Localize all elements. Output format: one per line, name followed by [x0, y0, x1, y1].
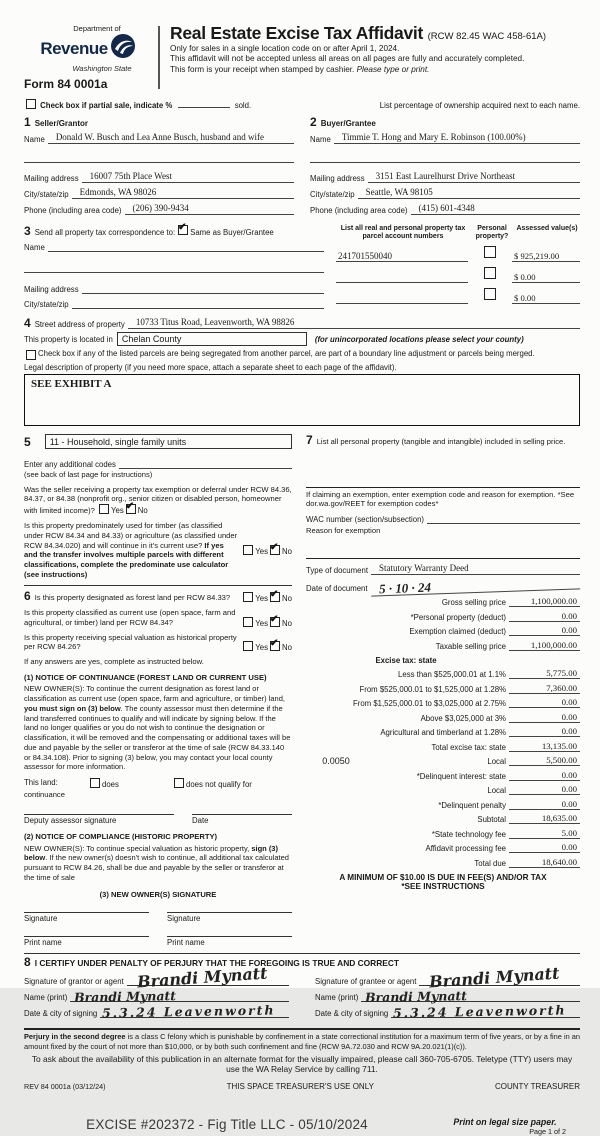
new-owner-signature-field-2[interactable]: Signature	[167, 912, 292, 923]
section-seller	[24, 116, 294, 215]
assessed-value-header: Assessed value(s)	[516, 225, 578, 232]
assessed-value-field[interactable]: $ 0.00	[512, 272, 580, 283]
subtotal-label: Subtotal	[477, 815, 506, 825]
corr-city-label: City/state/zip	[24, 300, 69, 309]
parcel-numbers-header: List all real and personal property tax parcel account numbers	[340, 225, 466, 241]
s5-question-2: Is this property predominately used for timber (as classified under RCW 84.34 and 84.33) or agriculture (as classified under RCW 84.34.020) and will continue in it's current use? If yes and the transfer involves multiple parcels with different classifications, complete the predominate use calculator (see instructions) Yes ✔ No	[24, 521, 292, 579]
total-excise-state-label: Total excise tax: state	[431, 742, 506, 752]
grantee-name-handwriting: Brandi Mynatt	[365, 988, 468, 1006]
header-note-3: This form is your receipt when stamped by cashier. Please type or print.	[170, 64, 430, 74]
tier3-value[interactable]: 0.00	[509, 697, 580, 708]
deputy-assessor-signature-field[interactable]: Deputy assessor signature	[24, 814, 174, 825]
buyer-name-field[interactable]: Timmie T. Hong and Mary E. Robinson (100.00%)	[334, 132, 580, 144]
tier3-label: From $1,525,000.01 to $3,025,000 at 2.75%	[352, 699, 506, 709]
notice-2-body: NEW OWNER(S): To continue special valuation as historic property, sign (3) below. If the new owner(s) doesn't wish to continue, all additional tax calculated pursuant to RCW 84.26, shall be due and payable by the seller or transferor at the time of sale	[24, 843, 289, 882]
state-technology-fee-value[interactable]: 5.00	[509, 828, 580, 839]
continuance-label: continuance	[24, 790, 65, 800]
form-header	[24, 24, 580, 91]
s5-question-1: Was the seller receiving a property tax exemption or deferral under RCW 84.36, 84.37, or 84.38 (nonprofit org., senior citizen or disabled person, homeowner with limited income)? Yes ✔ No	[24, 485, 292, 516]
form-title-rcw: (RCW 82.45 WAC 458-61A)	[427, 31, 547, 42]
additional-codes-field[interactable]	[119, 458, 292, 469]
grantee-signature-handwriting: Brandi Mynatt	[428, 963, 561, 992]
seller-title: Seller/Grantor	[34, 119, 89, 128]
right-column	[306, 434, 580, 947]
seller-phone-field[interactable]: (206) 390-9434	[125, 203, 294, 215]
header-note-1: Only for sales in a single location code on or after April 1, 2024.	[170, 43, 400, 53]
seller-name-field-2[interactable]	[24, 152, 294, 163]
grantor-name-handwriting: Brandi Mynatt	[74, 988, 177, 1006]
s6-question-3: Is this property receiving special valuation as historical property per RCW 84.26? Yes ✔ No	[24, 633, 292, 652]
land-does-not-checkbox[interactable]	[174, 778, 184, 788]
form-number: Form 84 0001a	[24, 77, 108, 91]
land-qualify-row: This land: does does not qualify for	[24, 778, 252, 790]
new-owner-print-name-field-2[interactable]: Print name	[167, 936, 292, 947]
total-due-value[interactable]: 18,640.00	[509, 857, 580, 868]
buyer-name-label: Name	[310, 135, 331, 144]
personal-property-deduct-label: *Personal property (deduct)	[410, 612, 506, 622]
state-technology-fee-label: *State technology fee	[431, 829, 506, 839]
corr-city-field[interactable]	[72, 298, 324, 309]
local-label: Local	[487, 757, 506, 767]
county-treasurer-label: COUNTY TREASURER	[494, 1082, 580, 1092]
gross-selling-price-label: Gross selling price	[441, 598, 506, 608]
corr-name-field[interactable]	[48, 241, 324, 252]
assessed-value-field[interactable]: $ 925,219.00	[512, 251, 580, 262]
legal-description-label: Legal description of property (if you need more space, attach a separate sheet to each page of the affidavit).	[24, 363, 397, 372]
section-4-number: 4	[24, 316, 31, 330]
total-excise-state-value[interactable]: 13,135.00	[509, 741, 580, 752]
delinquent-penalty-label: *Delinquent penalty	[438, 800, 506, 810]
section-certification	[24, 953, 580, 1021]
notice-1-title: (1) NOTICE OF CONTINUANCE (FOREST LAND OR CURRENT USE)	[24, 672, 267, 682]
left-column	[24, 434, 292, 947]
exemption-claimed-value[interactable]: 0.00	[509, 625, 580, 636]
notice-2-title: (2) NOTICE OF COMPLIANCE (HISTORIC PROPERTY)	[24, 831, 218, 841]
delinquent-penalty-value[interactable]: 0.00	[509, 799, 580, 810]
s5-q1-no-checkbox[interactable]	[126, 504, 136, 514]
rev-number: REV 84 0001a (03/12/24)	[24, 1082, 106, 1092]
parcel-number-field[interactable]	[336, 272, 468, 283]
land-use-code-select[interactable]: 11 - Household, single family units	[45, 434, 292, 449]
s6-q3-yes-checkbox[interactable]	[243, 641, 253, 651]
located-in-note: (for unincorporated locations please select your county)	[314, 334, 524, 344]
excise-tax-state-header: Excise tax: state	[375, 655, 437, 665]
tier4-value[interactable]: 0.00	[509, 712, 580, 723]
corr-mailing-field[interactable]	[82, 283, 324, 294]
partial-sale-percent-field[interactable]	[178, 107, 230, 108]
dept-of-label: Department of	[73, 24, 121, 33]
segregated-label: Check box if any of the listed parcels are being segregated from another parcel, are part of a boundary line adjustment or parcels being merged.	[38, 349, 535, 358]
s6-q1-no-checkbox[interactable]	[270, 592, 280, 602]
accessibility-notice: To ask about the availability of this publication in an alternate format for the visually impaired, please call 360-705-6705. Teletype (TTY) users may use the WA Relay Service by calling 711.	[31, 1053, 573, 1074]
form-title: Real Estate Excise Tax Affidavit (RCW 82.45 WAC 458-61A)	[170, 23, 547, 43]
buyer-city-field[interactable]: Seattle, WA 98105	[358, 187, 580, 199]
affidavit-processing-fee-label: Affidavit processing fee	[425, 844, 506, 854]
grantor-name-print-field[interactable]	[70, 988, 289, 1006]
treasurer-space-label: THIS SPACE TREASURER'S USE ONLY	[226, 1082, 374, 1092]
grantor-date-city-label: Date & city of signing	[24, 1009, 98, 1019]
dor-logo-icon	[110, 33, 136, 64]
personal-property-deduct-value[interactable]: 0.00	[509, 611, 580, 622]
grantor-signature-field[interactable]	[127, 963, 289, 992]
dor-logo-block	[24, 24, 152, 91]
delinquent-interest-local-label: Local	[487, 786, 506, 796]
delinquent-interest-state-label: *Delinquent interest: state	[416, 771, 506, 781]
parcel-number-field[interactable]	[336, 293, 468, 304]
subtotal-value[interactable]: 18,635.00	[509, 813, 580, 824]
new-owner-print-name-field-1[interactable]: Print name	[24, 936, 149, 947]
corr-mailing-label: Mailing address	[24, 285, 79, 294]
buyer-mailing-label: Mailing address	[310, 174, 365, 183]
street-address-field[interactable]: 10733 Titus Road, Leavenworth, WA 98826	[128, 317, 580, 329]
tier1-label: Less than $525,000.01 at 1.1%	[398, 670, 506, 680]
seller-city-label: City/state/zip	[24, 190, 69, 199]
s6-q1-yes-checkbox[interactable]	[243, 592, 253, 602]
total-due-label: Total due	[474, 858, 506, 868]
this-land-label: This land:	[24, 778, 58, 788]
new-owner-signature-field-1[interactable]: Signature	[24, 912, 149, 923]
parcel-row	[336, 286, 580, 304]
grantee-name-print-label: Name (print)	[315, 993, 359, 1003]
grantee-name-print-field[interactable]	[361, 988, 580, 1006]
s5-q1-yes-checkbox[interactable]	[99, 504, 109, 514]
s6-q2-no-checkbox[interactable]	[270, 617, 280, 627]
personal-property-checkbox-1[interactable]	[484, 246, 496, 258]
corr-name-field-2[interactable]	[24, 262, 324, 273]
tier4-label: Above $3,025,000 at 3%	[420, 713, 506, 723]
buyer-mailing-field[interactable]: 3151 East Laurelhurst Drive Northeast	[368, 171, 580, 183]
grantor-date-city-handwriting: 5.3.24 Leavenworth	[102, 1002, 276, 1021]
same-as-buyer-checkbox[interactable]	[178, 225, 188, 235]
s6-question-1: 6 Is this property designated as forest land per RCW 84.33? Yes ✔ No	[24, 590, 292, 603]
section-6-divider	[24, 585, 292, 586]
section-7-number: 7	[306, 433, 313, 447]
additional-codes-note: (see back of last page for instructions)	[24, 470, 153, 479]
seller-city-field[interactable]: Edmonds, WA 98026	[72, 187, 294, 199]
grantee-date-city-handwriting: 5.3.24 Leavenworth	[393, 1002, 567, 1021]
certify-statement: I CERTIFY UNDER PENALTY OF PERJURY THAT THE FOREGOING IS TRUE AND CORRECT	[34, 958, 400, 969]
parcel-row	[336, 244, 580, 262]
seller-mailing-field[interactable]: 16007 75th Place West	[82, 171, 294, 183]
s6-q3-no-checkbox[interactable]	[270, 641, 280, 651]
taxable-selling-price-label: Taxable selling price	[435, 641, 506, 651]
section-property	[24, 317, 580, 426]
grantee-signature-label: Signature of grantee or agent	[315, 977, 417, 987]
s5-q2-yes-checkbox[interactable]	[243, 545, 253, 555]
land-does-checkbox[interactable]	[90, 778, 100, 788]
type-of-document-field[interactable]: Statutory Warranty Deed	[371, 563, 580, 575]
header-note-2: This affidavit will not be accepted unless all areas on all pages are fully and accurately completed.	[170, 54, 525, 64]
delinquent-interest-state-value[interactable]: 0.00	[509, 770, 580, 781]
exemption-claimed-label: Exemption claimed (deduct)	[409, 627, 506, 637]
personal-property-checkbox-3[interactable]	[484, 288, 496, 300]
document-divider	[306, 558, 580, 559]
buyer-phone-label: Phone (including area code)	[310, 206, 408, 215]
agricultural-label: Agricultural and timberland at 1.28%	[380, 728, 506, 738]
personal-property-checkbox-2[interactable]	[484, 267, 496, 279]
section-6-number: 6	[24, 589, 31, 604]
legal-description-field[interactable]: SEE EXHIBIT A	[24, 374, 580, 426]
wac-number-label: WAC number (section/subsection)	[306, 515, 425, 525]
grantee-signature-field[interactable]	[419, 963, 580, 992]
county-select[interactable]: Chelan County	[117, 332, 307, 346]
section-buyer	[310, 116, 580, 215]
deputy-date-field[interactable]: Date	[192, 814, 292, 825]
buyer-phone-field[interactable]: (415) 601-4348	[411, 203, 580, 215]
local-rate-value: 0.0050	[322, 756, 350, 767]
minimum-fee-note: A MINIMUM OF $10.00 IS DUE IN FEE(S) AND/OR TAX	[339, 872, 547, 882]
section-1-number: 1	[24, 115, 31, 129]
taxable-selling-price-value[interactable]: 1,100,000.00	[509, 640, 580, 651]
located-in-label: This property is located in	[24, 334, 113, 344]
tier2-value[interactable]: 7,360.00	[509, 683, 580, 694]
date-of-document-field[interactable]: 5 · 10 · 24	[370, 575, 580, 596]
buyer-city-label: City/state/zip	[310, 190, 355, 199]
buyer-name-field-2[interactable]	[310, 152, 580, 163]
gross-selling-price-value[interactable]: 1,100,000.00	[509, 596, 580, 607]
partial-sale-label: Check box if partial sale, indicate %	[40, 101, 173, 110]
assessed-value-field[interactable]: $ 0.00	[512, 293, 580, 304]
segregated-checkbox[interactable]	[26, 350, 36, 360]
buyer-title: Buyer/Grantee	[320, 119, 376, 128]
exemption-divider	[306, 487, 580, 488]
date-of-document-label: Date of document	[306, 583, 368, 593]
tier1-value[interactable]: 5,775.00	[509, 668, 580, 679]
seller-mailing-label: Mailing address	[24, 174, 79, 183]
partial-sale-sold-label: sold.	[234, 101, 252, 110]
seller-name-field[interactable]: Donald W. Busch and Lea Anne Busch, husband and wife	[48, 132, 294, 144]
seller-phone-label: Phone (including area code)	[24, 206, 122, 215]
delinquent-interest-local-value[interactable]: 0.00	[509, 784, 580, 795]
corr-name-label: Name	[24, 243, 45, 252]
s6-question-2: Is this property classified as current use (open space, farm and agricultural, or timber) land per RCW 84.34? Yes ✔ No	[24, 608, 292, 627]
revenue-wordmark: Revenue	[40, 38, 108, 58]
section-tax-correspondence	[24, 225, 324, 309]
exemption-note: If claiming an exemption, enter exemption code and reason for exemption. *See dor.wa.gov/REET for exemption codes*	[306, 489, 575, 509]
grantor-signature-handwriting: Brandi Mynatt	[136, 963, 268, 992]
seller-name-label: Name	[24, 135, 45, 144]
s6-note: If any answers are yes, complete as instructed below.	[24, 657, 204, 667]
see-instructions-note: *SEE INSTRUCTIONS	[401, 881, 485, 891]
street-address-label: Street address of property	[34, 320, 125, 329]
excise-stamp: EXCISE #202372 - Fig Title LLC - 05/10/2024	[86, 1117, 368, 1133]
tier2-label: From $525,000.01 to $1,525,000 at 1.28%	[359, 684, 506, 694]
print-note: Print on legal size paper.	[453, 1117, 557, 1128]
washington-state-label: Washington State	[72, 64, 132, 73]
section-3-number: 3	[24, 224, 31, 238]
s7-label: 7 List all personal property (tangible and intangible) included in selling price.	[306, 433, 566, 447]
parcel-number-field[interactable]: 241701550040	[336, 251, 468, 262]
partial-sale-row	[24, 99, 251, 110]
reason-for-exemption-label: Reason for exemption	[306, 526, 381, 536]
agricultural-value[interactable]: 0.00	[509, 726, 580, 737]
grantee-date-city-field[interactable]	[391, 1002, 580, 1021]
correspondence-label: Send all property tax correspondence to:	[34, 228, 176, 237]
grantor-date-city-field[interactable]	[100, 1002, 289, 1021]
grantee-date-city-label: Date & city of signing	[315, 1009, 389, 1019]
affidavit-processing-fee-value[interactable]: 0.00	[509, 842, 580, 853]
notice-3-title: (3) NEW OWNER(S) SIGNATURE	[99, 889, 217, 899]
perjury-notice: Perjury in the second degree is a class C felony which is punishable by confinement in a state correctional institution for a maximum term of five years, or by a fine in an amount fixed by the court of not more than $10,000, or by both such confinement and fine (RCW 9A.72.030 and RCW 9A.20.021(1)(c)).	[24, 1028, 580, 1051]
personal-property-header: Personal property?	[475, 225, 509, 241]
section-5-number: 5	[24, 434, 31, 449]
notice-1-body: NEW OWNER(S): To continue the current designation as forest land or classification as current use (open space, farm and agriculture, or timber) land, you must sign on (3) below. The county assessor must then determine if the land transferred continues to qualify and will indicate by signing below. If the land no longer qualifies or you do not wish to continue the designation or classification, it will be removed and the compensating or additional taxes will be due and payable by the seller or transferor at the time of sale (RCW 84.33.140 or 84.34.108). Prior to signing (3) below, you may contact your local county assessor for more information.	[24, 684, 291, 772]
local-value[interactable]: 5,500.00	[509, 755, 580, 766]
parcel-table	[336, 225, 580, 309]
page-indicator: Page 1 of 2	[529, 1127, 566, 1136]
type-of-document-label: Type of document	[306, 565, 368, 575]
s5-q2-no-checkbox[interactable]	[270, 545, 280, 555]
parcel-row	[336, 265, 580, 283]
same-as-buyer-label: Same as Buyer/Grantee	[190, 228, 274, 237]
grantor-signature-label: Signature of grantor or agent	[24, 977, 124, 987]
section-8-number: 8	[24, 955, 31, 970]
s6-q2-yes-checkbox[interactable]	[243, 617, 253, 627]
header-divider	[158, 26, 160, 89]
wac-number-field[interactable]	[427, 513, 580, 524]
partial-sale-checkbox[interactable]	[26, 99, 36, 109]
ownership-note: List percentage of ownership acquired next to each name.	[379, 101, 580, 110]
additional-codes-label: Enter any additional codes	[24, 460, 116, 469]
section-2-number: 2	[310, 115, 317, 129]
grantor-name-print-label: Name (print)	[24, 993, 68, 1003]
